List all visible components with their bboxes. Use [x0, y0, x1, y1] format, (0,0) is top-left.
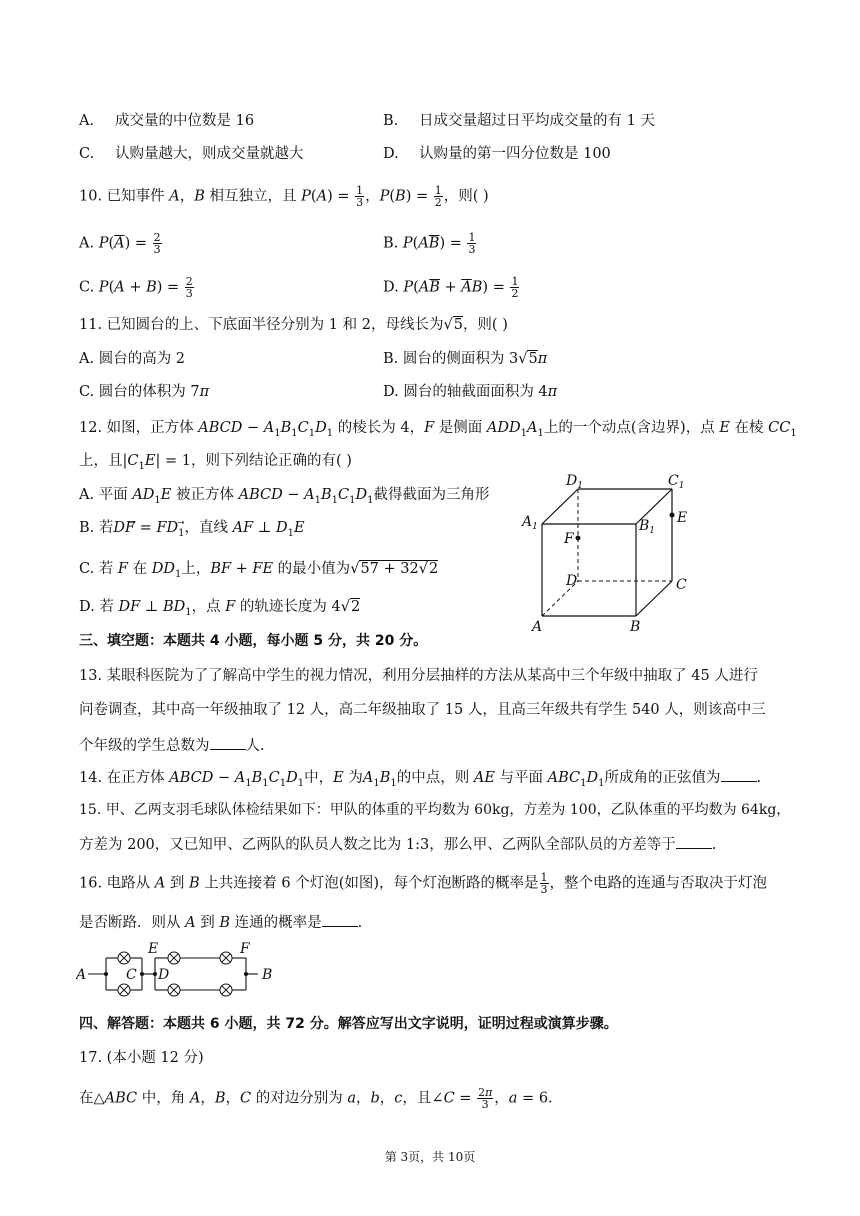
answer-blank	[322, 912, 358, 927]
option-text: 成交量的中位数是 16	[115, 113, 255, 129]
section-3-heading: 三、填空题：本题共 4 小题，每小题 5 分，共 20 分。	[79, 633, 428, 649]
q9-option-a	[79, 111, 254, 131]
option-label: B.	[383, 113, 399, 129]
label-d: D	[158, 967, 170, 983]
q10-option-b: B. $P(A\overline{B})$ = $\frac{1}{3}$	[383, 231, 476, 256]
label-f: F	[564, 531, 574, 547]
label-d1: $D_1$	[566, 473, 583, 491]
answer-blank	[676, 834, 712, 849]
label-c: C	[126, 967, 137, 983]
page-footer: 第 3页，共 10页	[384, 1150, 476, 1164]
point-e	[670, 513, 675, 518]
q10-stem: 10. 已知事件 A，B 相互独立，且 P(A) = $\frac{1}{3}$ ，P(B) = $\frac{1}{2}$ ，则( )	[79, 184, 489, 209]
label-a1: $A_1$	[522, 514, 538, 532]
label-e: E	[677, 510, 688, 526]
q14: 14. 在正方体 ABCD − $A_1B_1C_1D_1$中，E 为$A_1B_1$的中点，则 AE 与平面 $ABC_1D_1$所成角的正弦值为 .	[79, 767, 761, 794]
option-text: 认购量越大，则成交量就越大	[115, 146, 304, 162]
q9-option-b	[383, 111, 655, 131]
option-text: 认购量的第一四分位数是 100	[419, 146, 611, 162]
q9-option-c	[79, 144, 304, 164]
option-label: A.	[79, 113, 95, 129]
option-text: 日成交量超过日平均成交量的有 1 天	[419, 113, 655, 129]
answer-blank	[721, 767, 757, 782]
q16-line1: 16. 电路从 A 到 B 上共连接着 6 个灯泡(如图)，每个灯泡断路的概率是 $\frac{1}{3}$ ，整个电路的连通与否取决于灯泡	[79, 871, 768, 896]
option-label: D.	[383, 146, 399, 162]
q12-option-a: A. 平面 $AD_1E$ 被正方体 ABCD − $A_1B_1C_1D_1$截得截面为三角形	[79, 487, 490, 506]
q11-option-a: A. 圆台的高为 2	[79, 351, 186, 367]
label-a: A	[532, 619, 543, 635]
label-b: B	[262, 967, 273, 983]
label-c1: $C_1$	[668, 473, 685, 491]
q12-option-b: B. 若DF⃗ = $FD_1$，直线 AF ⊥ $D_1E$	[79, 520, 305, 539]
q9-option-d	[383, 144, 611, 164]
q16-line2: 是否断路．则从 A 到 B 连通的概率是 .	[79, 912, 362, 933]
q15-line1: 15. 甲、乙两支羽毛球队体检结果如下：甲队的体重的平均数为 60kg，方差为 100，乙队体重的平均数为 64kg，	[79, 802, 791, 818]
q10-option-a: A. $P(\overline{A})$ = $\frac{2}{3}$	[79, 231, 161, 256]
q12-stem-line1: 12. 如图，正方体 ABCD − $A_1B_1C_1D_1$ 的棱长为 4，F 是侧面 $ADD_1A_1$上的一个动点(含边界)，点 E 在棱 $CC_1$	[79, 420, 797, 439]
option-label: C.	[79, 146, 95, 162]
label-b1: $B_1$	[639, 518, 656, 536]
label-b: B	[630, 619, 641, 635]
q11-option-b: B. 圆台的侧面积为 3√5π	[383, 351, 548, 367]
q17-title: 17. (本小题 12 分)	[79, 1050, 204, 1066]
q13-line3: 个年级的学生总数为 人.	[79, 735, 265, 756]
q10-option-c: C. P(A + B) = $\frac{2}{3}$	[79, 275, 193, 300]
label-c: C	[676, 577, 687, 593]
label-a: A	[76, 967, 87, 983]
q12-stem-line2: 上，且$|C_1E| = 1$，则下列结论正确的有( )	[79, 453, 352, 472]
label-e: E	[148, 941, 159, 957]
q13-line1: 13. 某眼科医院为了了解高中学生的视力情况，利用分层抽样的方法从某高中三个年级中抽取了 45 人进行	[79, 668, 758, 684]
q11-option-d: D. 圆台的轴截面面积为 4π	[383, 384, 558, 400]
answer-blank	[210, 735, 246, 750]
section-4-heading: 四、解答题：本题共 6 小题，共 72 分。解答应写出文字说明，证明过程或演算步骤。	[79, 1016, 618, 1032]
q12-option-d: D. 若 DF ⊥ $BD_1$，点 F 的轨迹长度为 4√2	[79, 599, 361, 618]
q13-line2: 问卷调查，其中高一年级抽取了 12 人，高二年级抽取了 15 人，且高三年级共有学生 540 人，则该高中三	[79, 702, 766, 718]
cube-figure	[518, 470, 698, 640]
q12-option-c: C. 若 F 在 $DD_1$上，BF + FE 的最小值为√57 + 32√2	[79, 561, 439, 580]
point-f	[576, 536, 581, 541]
label-f: F	[240, 941, 250, 957]
q15-line2: 方差为 200，又已知甲、乙两队的队员人数之比为 1:3，那么甲、乙两队全部队员的方差等于 .	[79, 834, 716, 855]
circuit-figure	[76, 940, 286, 1002]
q11-stem: 11. 已知圆台的上、下底面半径分别为 1 和 2，母线长为√5，则( )	[79, 317, 508, 333]
q17-line: 在△ABC 中，角 A，B，C 的对边分别为 a，b，c，且∠C = $\frac{2\pi}{3}$ ，a = 6.	[79, 1086, 553, 1111]
q11-option-c: C. 圆台的体积为 7π	[79, 384, 210, 400]
q10-option-d: D. $P(A\overline{B} + \overline{A}B)$ = $\frac{1}{2}$	[383, 275, 519, 300]
label-d: D	[566, 573, 578, 589]
